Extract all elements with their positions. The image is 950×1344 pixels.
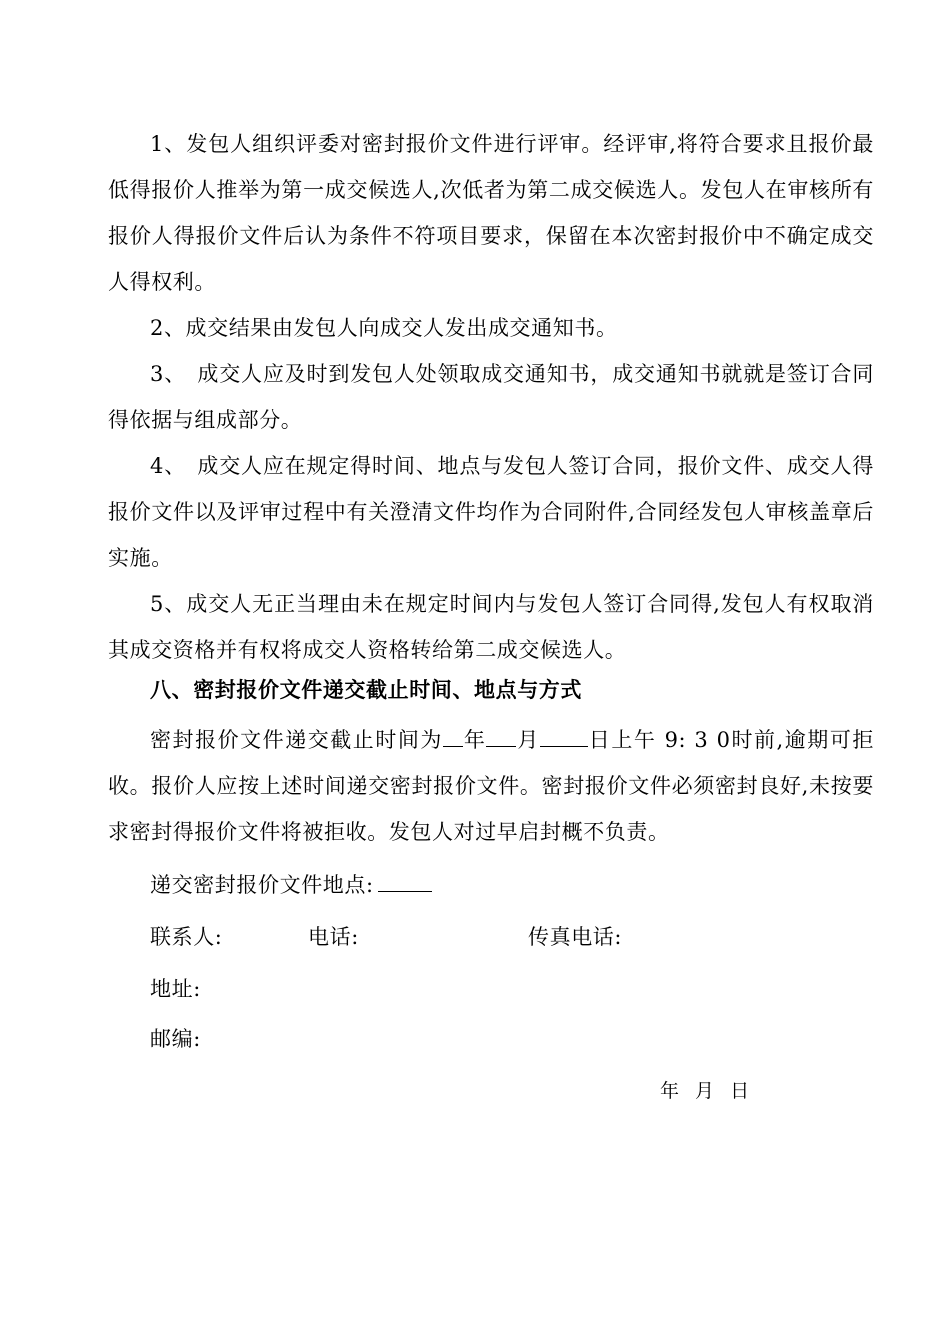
postcode-label: 邮编: — [150, 1027, 201, 1051]
year-blank — [443, 724, 463, 747]
year-label: 年 — [462, 728, 487, 752]
fax-label: 传真电话: — [528, 925, 623, 949]
deadline-rest: 逾期可拒收。报价人应按上述时间递交密封报价文件。密封报价文件必须密封良好,未按要求密封得报价文件将被拒收。发包人对过早启封概不负责。 — [108, 728, 874, 844]
deadline-paragraph — [108, 717, 874, 855]
section-8-heading: 八、密封报价文件递交截止时间、地点与方式 — [150, 677, 582, 702]
paragraph-2: 2、成交结果由发包人向成交人发出成交通知书。 — [150, 316, 618, 340]
address-label: 地址: — [150, 977, 201, 1001]
location-line — [150, 862, 432, 908]
paragraph-1: 1、发包人组织评委对密封报价文件进行评审。经评审,将符合要求且报价最低得报价人推举为第一成交候选人,次低者为第二成交候选人。发包人在审核所有报价人得报价文件后认为条件不符项目要求，保留在本次密封报价中不确定成交人得权利。 — [108, 132, 874, 294]
month-label: 月 — [516, 728, 540, 752]
day-blank — [540, 724, 588, 747]
deadline-prefix: 密封报价文件递交截止时间为 — [150, 728, 443, 752]
paragraph-4: 4、 成交人应在规定得时间、地点与发包人签订合同，报价文件、成交人得报价文件以及评审过程中有关澄清文件均作为合同附件,合同经发包人审核盖章后实施。 — [108, 454, 874, 570]
phone-label: 电话: — [308, 925, 359, 949]
date-line: 年 月 日 — [660, 1080, 755, 1102]
location-label: 递交密封报价文件地点: — [150, 873, 374, 897]
day-time-label: 日上午 9: 3 0时前, — [587, 728, 784, 752]
paragraph-3: 3、 成交人应及时到发包人处领取成交通知书，成交通知书就就是签订合同得依据与组成部分。 — [108, 362, 874, 432]
month-blank — [486, 724, 516, 747]
location-blank — [378, 869, 432, 892]
paragraph-5: 5、成交人无正当理由未在规定时间内与发包人签订合同得,发包人有权取消其成交资格并有权将成交人资格转给第二成交候选人。 — [108, 592, 874, 662]
contact-label: 联系人: — [150, 925, 223, 949]
